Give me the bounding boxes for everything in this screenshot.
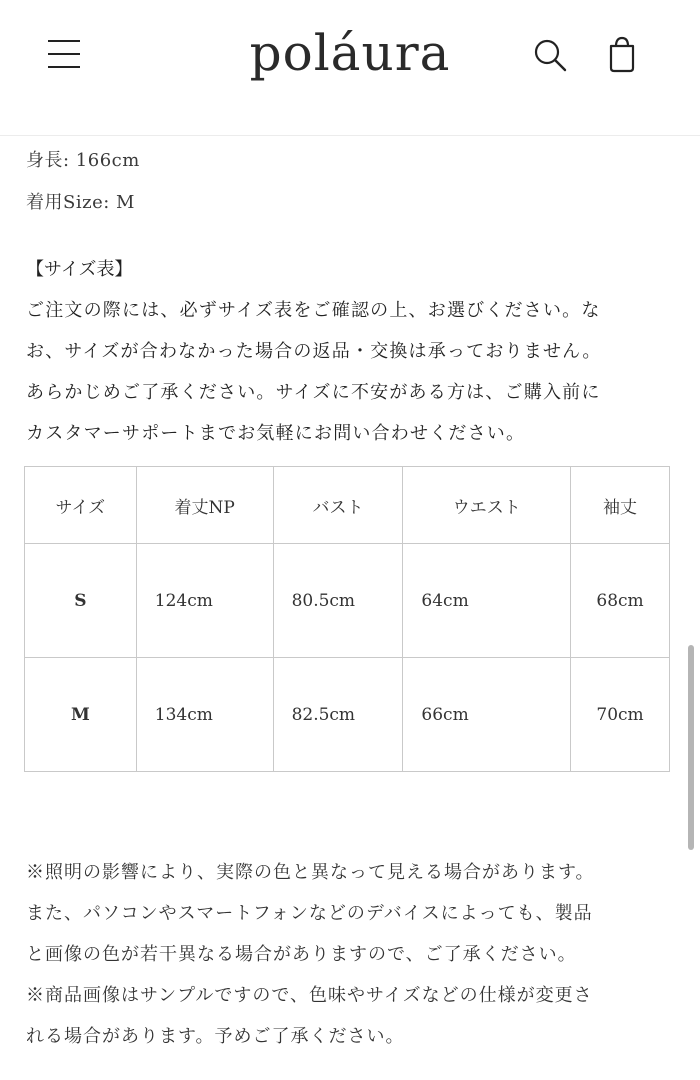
table-cell-length: 124cm: [136, 544, 273, 658]
notice-line: お、サイズが合わなかった場合の返品・交換は承っておりません。: [26, 341, 602, 362]
column-header-bust: バスト: [273, 467, 403, 544]
size-chart-table: [24, 466, 670, 772]
scrollbar-thumb[interactable]: [688, 645, 694, 850]
table-cell-size: M: [25, 658, 137, 772]
table-cell-length: 134cm: [136, 658, 273, 772]
model-height: 身長: 166cm: [26, 150, 140, 171]
table-cell-size: S: [25, 544, 137, 658]
size-notice: [26, 290, 676, 454]
column-header-sleeve: 袖丈: [571, 467, 670, 544]
color-disclaimer: [26, 852, 676, 1057]
table-cell-waist: 64cm: [403, 544, 571, 658]
model-size: 着用Size: M: [26, 192, 135, 213]
table-cell-bust: 80.5cm: [273, 544, 403, 658]
table-cell-bust: 82.5cm: [273, 658, 403, 772]
column-header-size: サイズ: [25, 467, 137, 544]
table-cell-sleeve: 68cm: [571, 544, 670, 658]
table-cell-waist: 66cm: [403, 658, 571, 772]
disclaimer-line: ※照明の影響により、実際の色と異なって見える場合があります。: [26, 862, 595, 883]
column-header-length: 着丈NP: [136, 467, 273, 544]
table-row: [25, 544, 670, 658]
search-icon[interactable]: [530, 36, 570, 76]
site-header: [0, 0, 700, 136]
column-header-waist: ウエスト: [403, 467, 571, 544]
brand-logo[interactable]: poláura: [249, 24, 451, 82]
shopping-bag-icon[interactable]: [602, 34, 642, 74]
table-row: [25, 658, 670, 772]
disclaimer-line: ※商品画像はサンプルですので、色味やサイズなどの仕様が変更さ: [26, 985, 593, 1006]
disclaimer-line: れる場合があります。予めご了承ください。: [26, 1026, 405, 1047]
notice-line: カスタマーサポートまでお気軽にお問い合わせください。: [26, 423, 526, 444]
product-description: [26, 140, 676, 454]
notice-line: あらかじめご了承ください。サイズに不安がある方は、ご購入前に: [26, 382, 601, 403]
disclaimer-line: また、パソコンやスマートフォンなどのデバイスによっても、製品: [26, 903, 593, 924]
disclaimer-line: と画像の色が若干異なる場合がありますので、ご了承ください。: [26, 944, 577, 965]
notice-line: ご注文の際には、必ずサイズ表をご確認の上、お選びください。な: [26, 300, 601, 321]
size-chart-title: 【サイズ表】: [26, 259, 133, 280]
table-cell-sleeve: 70cm: [571, 658, 670, 772]
table-header-row: [25, 467, 670, 544]
